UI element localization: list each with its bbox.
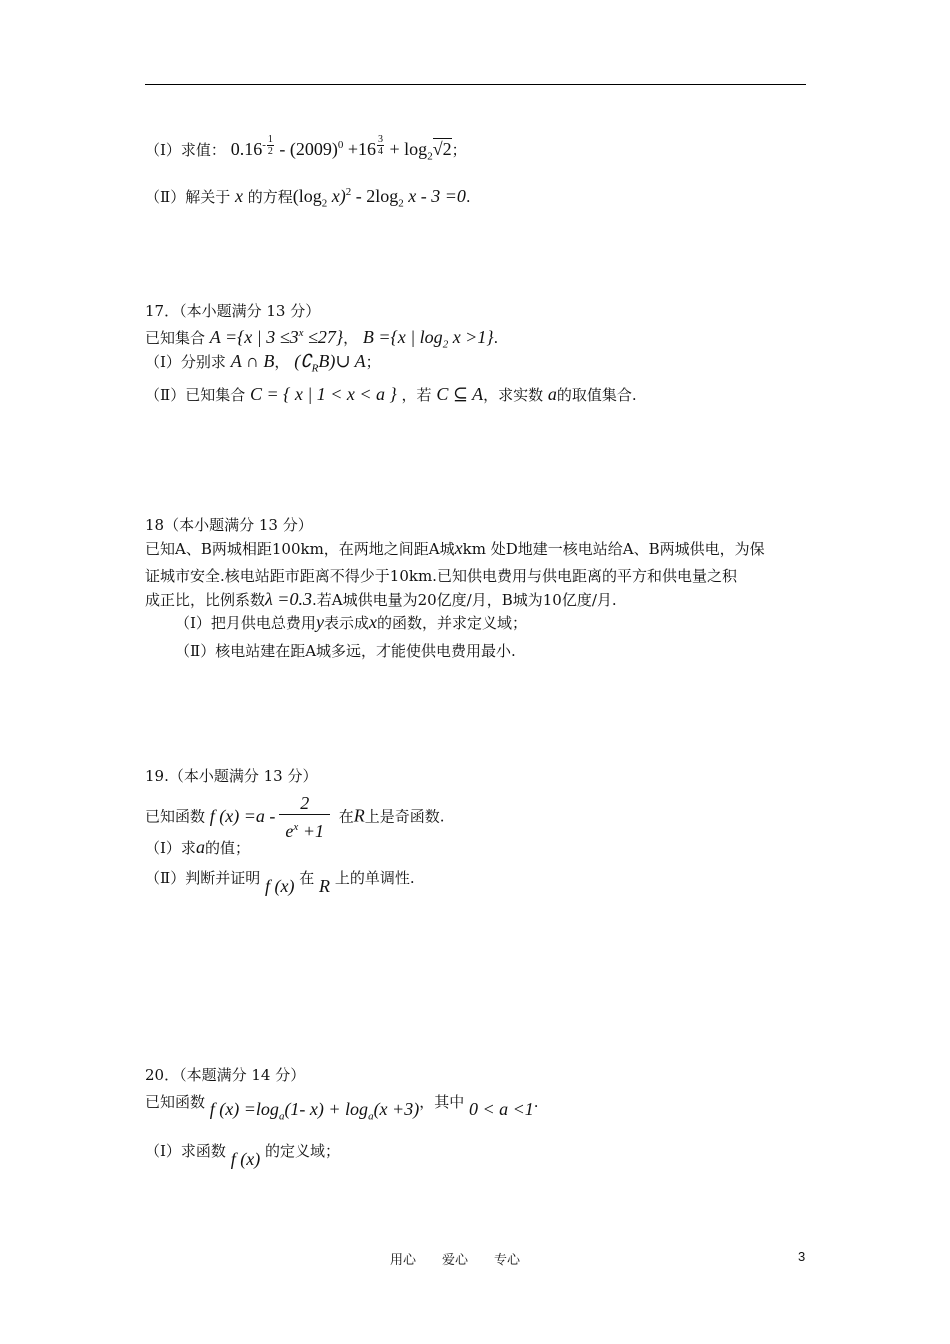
function-definition: f (x) =a - $\frac{2}{e^x +1}$ (210, 806, 334, 826)
q18-line3: 成正比，比例系数λ =0.3.若A城供电量为20亿度/月，B城为10亿度/月. (145, 589, 617, 609)
q20-given: 已知函数 f $(x) =\log_a(1-$ $x) + \log_a(x +3)$，其中 0 < a <1. (145, 1093, 539, 1123)
q19-part1: （Ⅰ）求a的值； (145, 837, 250, 857)
header-rule (145, 84, 806, 85)
set-c: C = { x | 1 < x < a } (249, 384, 397, 404)
q19-header: 19.（本小题满分 13 分） (145, 767, 318, 785)
q16-expression: $0.16^{- \frac{1}{2}}$ - $(2009)^0 +16$ $^{\frac{3}{4}}$ + $\log_2√2$ (230, 134, 452, 163)
q18-part1: （Ⅰ）把月供电总费用y表示成x的函数，并求定义域； (175, 612, 527, 632)
q20-part1: （Ⅰ）求函数 f (x) 的定义域； (145, 1142, 340, 1169)
page-footer: 用心 爱心 专心 (390, 1253, 521, 1268)
q16-part1: （Ⅰ）求值： $0.16^{- \frac{1}{2}}$ - $(2009)^0 +16$ $^{\frac{3}{4}}$ + $\log_2√2$； (145, 134, 467, 163)
q18-header: 18（本小题满分 13 分） (145, 516, 313, 534)
set-a: A ={x | $3 \le 3^x \le 27$} (209, 327, 344, 347)
q17-given: 已知集合 A ={x | $3 \le 3^x \le 27$}， B ={x | $\log_2 x >1$}. (145, 327, 499, 351)
q17-part2: （Ⅱ）已知集合 C = { x | 1 < x < a } ，若 C ⊆ A，求实数 a的取值集合. (145, 384, 637, 404)
q18-line1: 已知A、B两城相距100km，在两地之间距A城xkm 处D地建一核电站给A、B两城供电，为保 (145, 538, 765, 558)
set-b: B ={x | $\log_2 x >1$} (362, 327, 494, 351)
q16-equation: ($\log_2$ $x)^2 - 2\log_2$ x - 3 =0 (292, 186, 466, 210)
q17-part1: （Ⅰ）分别求 A ∩ B， $(∁_RB)\cup$ A； (145, 351, 381, 375)
page-number: 3 (798, 1249, 806, 1264)
q19-given: 已知函数 f (x) =a - $\frac{2}{e^x +1}$ 在R上是奇函数. (145, 793, 445, 841)
q17-header: 17．（本小题满分 13 分） (145, 302, 321, 320)
q19-part2: （Ⅱ）判断并证明 f (x) 在 R 上的单调性. (145, 869, 415, 896)
q16-part2: （Ⅱ）解关于 x 的方程($\log_2$ $x)^2 - 2\log_2$ x - 3 =0. (145, 186, 471, 210)
q20-header: 20．（本题满分 14 分） (145, 1066, 306, 1084)
q18-part2: （Ⅱ）核电站建在距A城多远，才能使供电费用最小. (175, 642, 516, 660)
q18-line2: 证城市安全.核电站距市距离不得少于10km.已知供电费用与供电距离的平方和供电量之积 (145, 567, 737, 585)
function-definition: f $(x) =\log_a(1-$ $x) + \log_a(x +3)$ (209, 1099, 420, 1123)
